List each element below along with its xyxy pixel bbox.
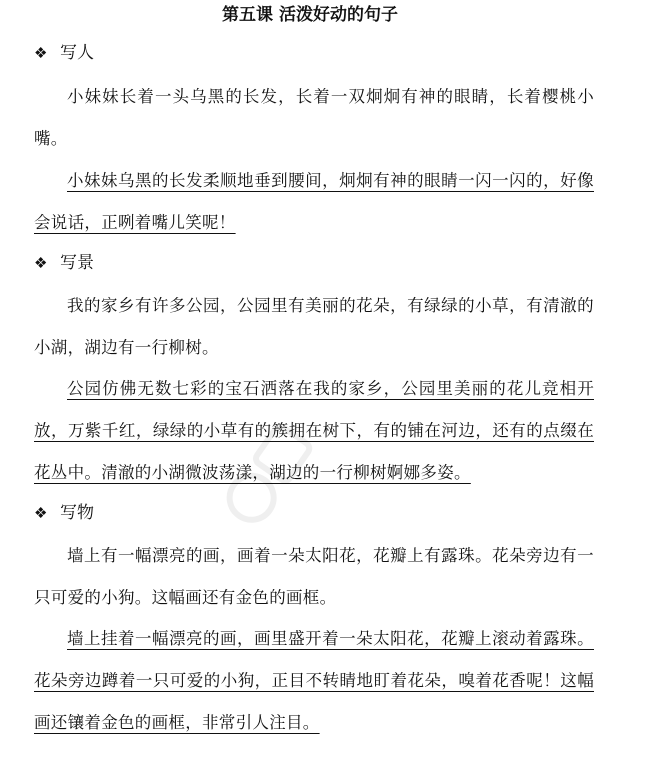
diamond-bullet-icon: ❖ — [34, 44, 48, 62]
section-heading-label: 写物 — [60, 503, 94, 523]
plain-sentence-scenery — [34, 285, 594, 369]
section-heading-scenery — [34, 250, 94, 276]
improved-sentence-text: 小妹妹乌黑的长发柔顺地垂到腰间，炯炯有神的眼睛一闪一闪的，好像会说话，正咧着嘴儿笑呢！ — [34, 171, 594, 232]
page-title: 第五课 活泼好动的句子 — [222, 5, 398, 25]
improved-sentence-text: 公园仿佛无数七彩的宝石洒落在我的家乡，公园里美丽的花儿竞相开放，万紫千红，绿绿的小草有的簇拥在树下，有的铺在河边，还有的点缀在花丛中。清澈的小湖微波荡漾，湖边的一行柳树婀娜多姿。 — [34, 379, 594, 482]
diamond-bullet-icon: ❖ — [34, 504, 48, 522]
improved-sentence-scenery — [34, 368, 594, 494]
plain-sentence-text: 我的家乡有许多公园，公园里有美丽的花朵，有绿绿的小草，有清澈的小湖，湖边有一行柳树。 — [34, 296, 594, 357]
section-heading-people — [34, 40, 94, 66]
section-heading-label: 写人 — [60, 43, 94, 63]
plain-sentence-text: 小妹妹长着一头乌黑的长发，长着一双炯炯有神的眼睛，长着樱桃小嘴。 — [34, 87, 594, 148]
plain-sentence-objects — [34, 535, 594, 619]
plain-sentence-text: 墙上有一幅漂亮的画，画着一朵太阳花，花瓣上有露珠。花朵旁边有一只可爱的小狗。这幅画还有金色的画框。 — [34, 546, 594, 607]
improved-sentence-people — [34, 160, 594, 244]
diamond-bullet-icon: ❖ — [34, 254, 48, 272]
plain-sentence-people — [34, 76, 594, 160]
improved-sentence-text: 墙上挂着一幅漂亮的画，画里盛开着一朵太阳花，花瓣上滚动着露珠。花朵旁边蹲着一只可爱的小狗，正目不转睛地盯着花朵，嗅着花香呢！这幅画还镶着金色的画框，非常引人注目。 — [34, 629, 594, 732]
section-heading-label: 写景 — [60, 253, 94, 273]
section-heading-objects — [34, 500, 94, 526]
improved-sentence-objects — [34, 618, 594, 744]
